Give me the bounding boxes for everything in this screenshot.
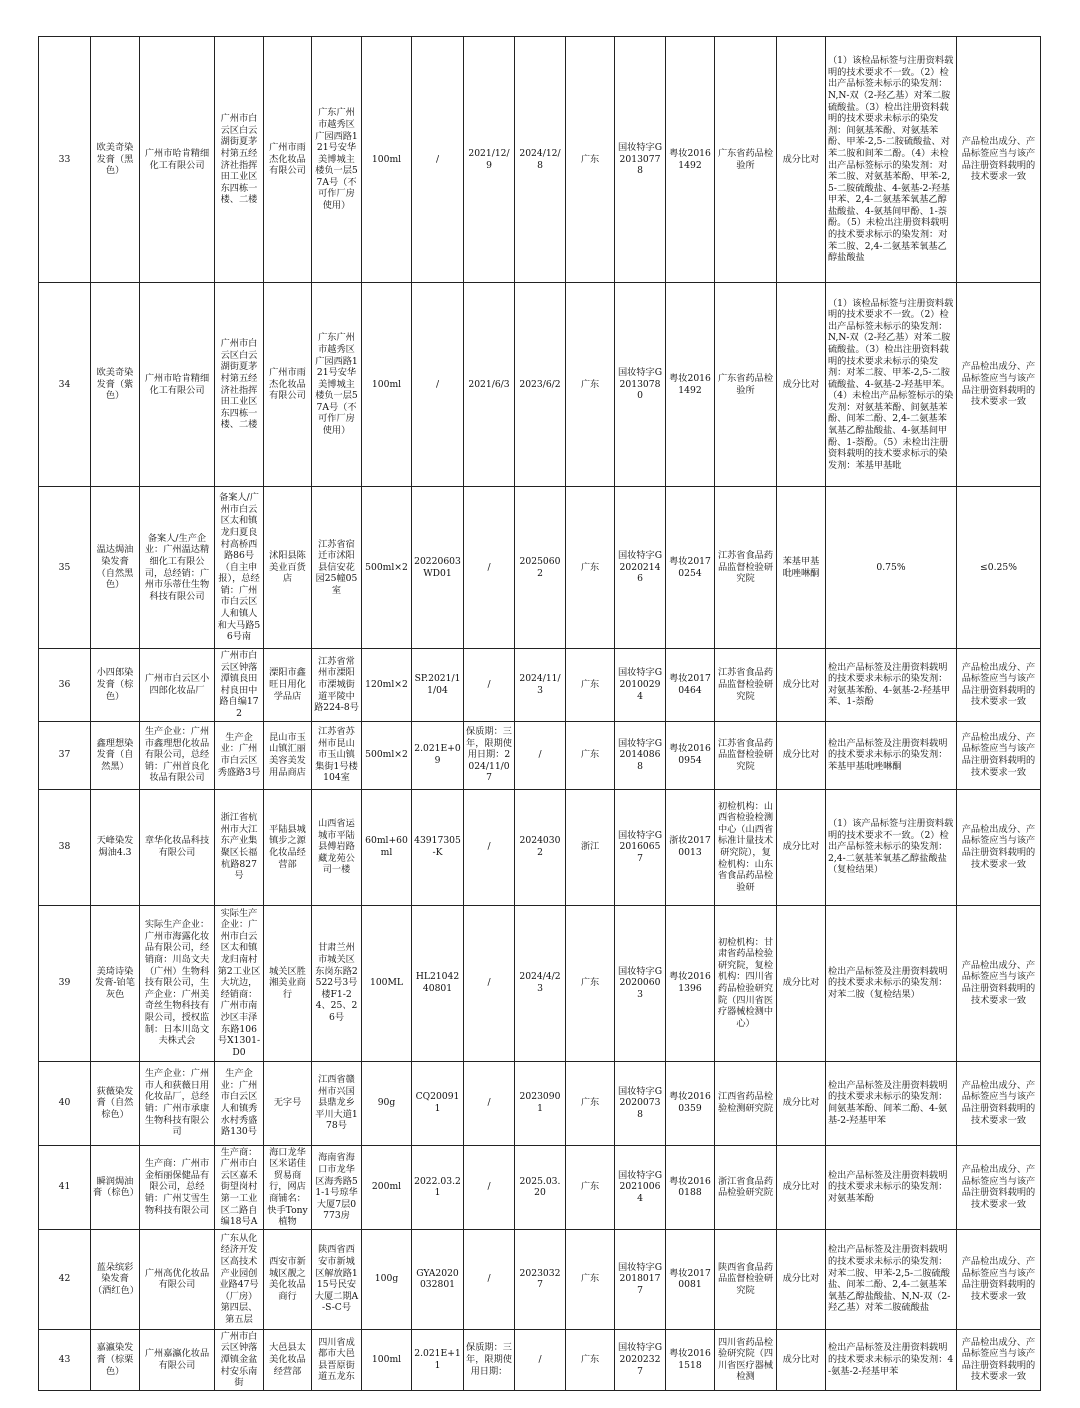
production-license: 粤妆20170254	[666, 487, 715, 649]
expiry-date: 20240302	[515, 789, 566, 905]
production-license: 粤妆20170081	[666, 1229, 715, 1329]
origin-province: 广东	[566, 1229, 615, 1329]
inspection-agency: 广东省药品检验所	[715, 37, 777, 283]
product-name: 蓝朵缤彩染发膏（酒红色）	[91, 1229, 140, 1329]
inspection-result: （1）该产品标签与注册资料载明的技术要求不一致。（2）检出产品标签未标示的染发剂：2,4-二氨基苯氧基乙醇盐酸盐（复检结果）	[826, 789, 957, 905]
inspection-result: 检出产品标签及注册资料载明的技术要求未标示的染发剂：对氨基苯酚、4-氨基-2-羟基甲苯、1-萘酚	[826, 649, 957, 722]
standard-requirement: ≤0.25%	[957, 487, 1041, 649]
approval-number: 国妆特字G20202146	[615, 487, 666, 649]
registrant-name: 备案人/生产企业：广州温达精细化工有限公司，总经销：广州市乐蒂仕生物科技有限公司	[140, 487, 215, 649]
seller-name: 广州市雨杰化妆品有限公司	[264, 37, 312, 283]
expiry-date: 2024/4/23	[515, 905, 566, 1061]
production-license: 粤妆20161492	[666, 37, 715, 283]
product-name: 小四郎染发膏（棕色）	[91, 649, 140, 722]
inspection-item: 成分比对	[777, 789, 826, 905]
batch-number: HL2104240801	[412, 905, 464, 1061]
registrant-name: 广州市哈肯精细化工有限公司	[140, 283, 215, 487]
batch-number: /	[412, 283, 464, 487]
seller-name: 无字号	[264, 1061, 312, 1145]
batch-number: 2.021E+09	[412, 721, 464, 789]
seller-name: 城关区胜湘美业商行	[264, 905, 312, 1061]
inspection-agency: 广东省药品检验所	[715, 283, 777, 487]
inspection-item: 成分比对	[777, 37, 826, 283]
inspection-agency: 浙江省食品药品检验研究院	[715, 1145, 777, 1229]
seller-address: 江西省赣州市兴国县鼎龙乡平川大道178号	[312, 1061, 362, 1145]
product-name: 欧美奇染发膏（紫色）	[91, 283, 140, 487]
product-name: 欧美奇染发膏（黑色）	[91, 37, 140, 283]
table-row	[39, 487, 1041, 649]
inspection-result: 0.75%	[826, 487, 957, 649]
table-row	[39, 1229, 1041, 1329]
specification: 100ML	[362, 905, 412, 1061]
origin-province: 广东	[566, 283, 615, 487]
approval-number: 国妆特字G20202327	[615, 1329, 666, 1390]
specification: 100ml	[362, 37, 412, 283]
row-number: 33	[39, 37, 91, 283]
inspection-item: 成分比对	[777, 1145, 826, 1229]
batch-number: CQ200911	[412, 1061, 464, 1145]
approval-number: 国妆特字G20130778	[615, 37, 666, 283]
expiry-date: 20230327	[515, 1229, 566, 1329]
registrant-address: 浙江省杭州市大江东产业集聚区长福杭路827号	[215, 789, 264, 905]
standard-requirement: 产品检出成分、产品标签应当与该产品注册资料载明的技术要求一致	[957, 37, 1041, 283]
registrant-name: 章华化妆品科技有限公司	[140, 789, 215, 905]
row-number: 43	[39, 1329, 91, 1390]
expiry-date: 2023/6/2	[515, 283, 566, 487]
expiry-date: /	[515, 1329, 566, 1390]
approval-number: 国妆特字G20100294	[615, 649, 666, 722]
results-table-body	[39, 37, 1041, 1391]
standard-requirement: 产品检出成分、产品标签应当与该产品注册资料载明的技术要求一致	[957, 721, 1041, 789]
seller-address: 甘肃兰州市城关区东岗东路2522号3号楼F1-24、25、26号	[312, 905, 362, 1061]
product-name: 荻薇染发膏（自然棕色）	[91, 1061, 140, 1145]
seller-name: 沭阳县陈美业百货店	[264, 487, 312, 649]
specification: 100ml	[362, 283, 412, 487]
row-number: 40	[39, 1061, 91, 1145]
registrant-address: 生产商：广州市白云区嘉禾街望岗村第一工业区二路自编18号A	[215, 1145, 264, 1229]
origin-province: 广东	[566, 37, 615, 283]
row-number: 37	[39, 721, 91, 789]
seller-address: 江苏省苏州市昆山市玉山镇集街1号楼104室	[312, 721, 362, 789]
expiry-date: /	[515, 721, 566, 789]
seller-address: 四川省成都市大邑县晋原街道五龙东	[312, 1329, 362, 1390]
registrant-name: 生产商：广州市金栢丽保健品有限公司，总经销：广州艾雪生物科技有限公司	[140, 1145, 215, 1229]
production-license: 粤妆20160954	[666, 721, 715, 789]
production-date: /	[464, 649, 515, 722]
row-number: 35	[39, 487, 91, 649]
production-license: 粤妆20160359	[666, 1061, 715, 1145]
inspection-item: 成分比对	[777, 905, 826, 1061]
specification: 100g	[362, 1229, 412, 1329]
inspection-item: 成分比对	[777, 283, 826, 487]
product-name: 嘉瀛染发膏（棕栗色）	[91, 1329, 140, 1390]
standard-requirement: 产品检出成分、产品标签应当与该产品注册资料载明的技术要求一致	[957, 1229, 1041, 1329]
product-name: 温达焗油染发膏（自然黑色）	[91, 487, 140, 649]
approval-number: 国妆特字G20160657	[615, 789, 666, 905]
row-number: 34	[39, 283, 91, 487]
seller-name: 海口龙华区米诺佳贸易商行，网店商铺名：快手Tony植物	[264, 1145, 312, 1229]
registrant-address: 生产企业：广州市白云区人和镇秀水村秀盛路130号	[215, 1061, 264, 1145]
specification: 120ml×2	[362, 649, 412, 722]
seller-address: 江苏省常州市溧阳市溧城街道平陵中路224-8号	[312, 649, 362, 722]
specification: 100ml	[362, 1329, 412, 1390]
production-date: 2021/6/3	[464, 283, 515, 487]
standard-requirement: 产品检出成分、产品标签应当与该产品注册资料载明的技术要求一致	[957, 789, 1041, 905]
standard-requirement: 产品检出成分、产品标签应当与该产品注册资料载明的技术要求一致	[957, 1145, 1041, 1229]
row-number: 38	[39, 789, 91, 905]
batch-number: 2.021E+11	[412, 1329, 464, 1390]
table-row	[39, 905, 1041, 1061]
inspection-item: 成分比对	[777, 1061, 826, 1145]
seller-name: 广州市雨杰化妆品有限公司	[264, 283, 312, 487]
row-number: 42	[39, 1229, 91, 1329]
production-date: /	[464, 789, 515, 905]
production-license: 粤妆20170464	[666, 649, 715, 722]
production-date: /	[464, 905, 515, 1061]
seller-address: 山西省运城市平陆县傅岩路藏龙苑公司一楼	[312, 789, 362, 905]
inspection-result: 检出产品标签及注册资料载明的技术要求未标示的染发剂：对苯二胺、甲苯-2,5-二胺硫酸盐、间苯二酚、2,4-二氨基苯氧基乙醇盐酸盐、N,N-双（2-羟乙基）对苯二胺硫酸盐	[826, 1229, 957, 1329]
batch-number: SP.2021/11/04	[412, 649, 464, 722]
table-row	[39, 649, 1041, 722]
seller-name: 西安市新城区靓之美化妆品商行	[264, 1229, 312, 1329]
seller-name: 大邑县太美化妆品经营部	[264, 1329, 312, 1390]
specification: 60ml+60ml	[362, 789, 412, 905]
inspection-item: 成分比对	[777, 1229, 826, 1329]
inspection-result: 检出产品标签及注册资料载明的技术要求未标示的染发剂：间氨基苯酚、间苯二酚、4-氨基-2-羟基甲苯	[826, 1061, 957, 1145]
seller-name: 平陆县城镇步之源化妆品经营部	[264, 789, 312, 905]
inspection-agency: 初检机构：山西省检验检测中心（山西省标准计量技术研究院），复检机构：山东省食品药品检验研	[715, 789, 777, 905]
seller-address: 陕西省西安市新城区解放路115号民安大厦二期A-S-C号	[312, 1229, 362, 1329]
specification: 500ml×2	[362, 721, 412, 789]
inspection-result: 检出产品标签及注册资料载明的技术要求未标示的染发剂：4-氨基-2-羟基甲苯	[826, 1329, 957, 1390]
expiry-date: 2025.03.20	[515, 1145, 566, 1229]
registrant-name: 广州市哈肯精细化工有限公司	[140, 37, 215, 283]
inspection-agency: 初检机构：甘肃省药品检验研究院，复检机构：四川省药品检验研究院（四川省医疗器械检测中心）	[715, 905, 777, 1061]
registrant-address: 广州市白云区钟落潭镇金盆村安乐南街	[215, 1329, 264, 1390]
registrant-address: 生产企业：广州市白云区秀盛路3号	[215, 721, 264, 789]
approval-number: 国妆特字G20200603	[615, 905, 666, 1061]
seller-address: 广东广州市越秀区广园西路121号安华美博城主楼负一层57A号（不可作厂房使用）	[312, 37, 362, 283]
seller-name: 溧阳市鑫旺日用化学品店	[264, 649, 312, 722]
table-row	[39, 37, 1041, 283]
seller-name: 昆山市玉山镇汇丽美容美发用品商店	[264, 721, 312, 789]
production-date: 保质期：三年，限期使用日期：	[464, 1329, 515, 1390]
inspection-result: （1）该检品标签与注册资料载明的技术要求不一致。（2）检出产品标签未标示的染发剂：N,N-双（2-羟乙基）对苯二胺硫酸盐。（3）检出注册资料载明的技术要求未标示的染发剂：间氨基苯酚、对氨基苯酚、甲苯-2,5-二胺硫酸盐、对苯二胺和间苯二酚。（4）未检出产品标签标示的染发剂：对苯二胺、对氨基苯酚、甲苯-2,5-二胺硫酸盐、4-氨基-2-羟基甲苯、2,4-二氨基苯氧基乙醇盐酸盐、4-氨基间甲酚、1-萘酚。（5）未检出注册资料载明的技术要求标示的染发剂：对苯二胺、2,4-二氨基苯氧基乙醇盐酸盐	[826, 37, 957, 283]
seller-address: 海南省海口市龙华区海秀路51-1号琼华大厦7层0773房	[312, 1145, 362, 1229]
production-date: /	[464, 487, 515, 649]
inspection-item: 苯基甲基吡唑啉酮	[777, 487, 826, 649]
inspection-agency: 四川省药品检验研究院（四川省医疗器械检测	[715, 1329, 777, 1390]
inspection-result: （1）该检品标签与注册资料载明的技术要求不一致。（2）检出产品标签未标示的染发剂：N,N-双（2-羟乙基）对苯二胺硫酸盐。（3）检出注册资料载明的技术要求未标示的染发剂：对苯二胺、甲苯-2,5-二胺硫酸盐、4-氨基-2-羟基甲苯。（4）未检出产品标签标示的染发剂：对氨基苯酚、间氨基苯酚、间苯二酚、2,4-二氨基苯氧基乙醇盐酸盐、4-氨基间甲酚、1-萘酚。（5）未检出注册资料载明的技术要求标示的染发剂：苯基甲基吡	[826, 283, 957, 487]
inspection-agency: 江苏省食品药品监督检验研究院	[715, 649, 777, 722]
batch-number: GYA2020032801	[412, 1229, 464, 1329]
approval-number: 国妆特字G20140868	[615, 721, 666, 789]
origin-province: 广东	[566, 721, 615, 789]
production-date: 保质期：三年，限期使用日期：2024/11/07	[464, 721, 515, 789]
batch-number: 43917305-K	[412, 789, 464, 905]
approval-number: 国妆特字G20180177	[615, 1229, 666, 1329]
specification: 200ml	[362, 1145, 412, 1229]
standard-requirement: 产品检出成分、产品标签应当与该产品注册资料载明的技术要求一致	[957, 283, 1041, 487]
table-row	[39, 283, 1041, 487]
production-license: 粤妆20161518	[666, 1329, 715, 1390]
row-number: 36	[39, 649, 91, 722]
origin-province: 广东	[566, 649, 615, 722]
seller-address: 江苏省宿迁市沭阳县信安花园25幢05室	[312, 487, 362, 649]
origin-province: 广东	[566, 1329, 615, 1390]
table-row	[39, 1145, 1041, 1229]
standard-requirement: 产品检出成分、产品标签应当与该产品注册资料载明的技术要求一致	[957, 649, 1041, 722]
origin-province: 浙江	[566, 789, 615, 905]
product-name: 美琦诗染发膏-铂笔灰色	[91, 905, 140, 1061]
inspection-agency: 陕西省食品药品监督检验研究院	[715, 1229, 777, 1329]
expiry-date: 20230901	[515, 1061, 566, 1145]
approval-number: 国妆特字G20210064	[615, 1145, 666, 1229]
table-row	[39, 1061, 1041, 1145]
standard-requirement: 产品检出成分、产品标签应当与该产品注册资料载明的技术要求一致	[957, 1061, 1041, 1145]
table-row	[39, 721, 1041, 789]
production-license: 粤妆20160188	[666, 1145, 715, 1229]
registrant-name: 广州嘉瀛化妆品有限公司	[140, 1329, 215, 1390]
approval-number: 国妆特字G20130780	[615, 283, 666, 487]
expiry-date: 2024/12/8	[515, 37, 566, 283]
production-date: /	[464, 1061, 515, 1145]
specification: 90g	[362, 1061, 412, 1145]
inspection-item: 成分比对	[777, 721, 826, 789]
registrant-name: 实际生产企业：广州市海露化妆品有限公司，经销商：川岛文夫（广州）生物科技有限公司，生产企业：广州美奇丝生物科技有限公司，授权监制：日本川岛文夫株式会	[140, 905, 215, 1061]
table-row	[39, 1329, 1041, 1390]
production-license: 浙妆20170013	[666, 789, 715, 905]
product-name: 鑫理想染发膏（自然黑）	[91, 721, 140, 789]
registrant-name: 生产企业：广州市鑫理想化妆品有限公司，总经销：广州首良化妆品有限公司	[140, 721, 215, 789]
row-number: 41	[39, 1145, 91, 1229]
origin-province: 广东	[566, 905, 615, 1061]
inspection-result: 检出产品标签及注册资料载明的技术要求未标示的染发剂：对氨基苯酚	[826, 1145, 957, 1229]
registrant-address: 备案人/广州市白云区太和镇龙归夏良村高桥西路86号（自主申报），总经销：广州市白云区人和镇人和大马路56号南	[215, 487, 264, 649]
inspection-agency: 江苏省食品药品监督检验研究院	[715, 487, 777, 649]
origin-province: 广东	[566, 487, 615, 649]
production-license: 粤妆20161492	[666, 283, 715, 487]
table-row	[39, 789, 1041, 905]
registrant-address: 实际生产企业：广州市白云区太和镇龙归南村第2工业区大坑边，经销商：广州市南沙区丰泽东路106号X1301-D0	[215, 905, 264, 1061]
approval-number: 国妆特字G20200738	[615, 1061, 666, 1145]
row-number: 39	[39, 905, 91, 1061]
inspection-result: 检出产品标签及注册资料载明的技术要求未标示的染发剂：苯基甲基吡唑啉酮	[826, 721, 957, 789]
results-table	[38, 36, 1041, 1391]
inspection-result: 检出产品标签及注册资料载明的技术要求未标示的染发剂：对苯二胺（复检结果）	[826, 905, 957, 1061]
inspection-results-sheet	[38, 36, 1040, 1391]
product-name: 瞬润焗油膏（棕色）	[91, 1145, 140, 1229]
registrant-address: 广东从化经济开发区高技术产业园创业路47号（厂房）第四层、第五层	[215, 1229, 264, 1329]
batch-number: 2022.03.21	[412, 1145, 464, 1229]
registrant-name: 广州高优化妆品有限公司	[140, 1229, 215, 1329]
inspection-agency: 江西省药品检验检测研究院	[715, 1061, 777, 1145]
seller-address: 广东广州市越秀区广园西路121号安华美博城主楼负一层57A号（不可作厂房使用）	[312, 283, 362, 487]
registrant-address: 广州市白云区白云湖街夏茅村第五经济社指挥田工业区东四栋一楼、二楼	[215, 37, 264, 283]
standard-requirement: 产品检出成分、产品标签应当与该产品注册资料载明的技术要求一致	[957, 1329, 1041, 1390]
expiry-date: 20250602	[515, 487, 566, 649]
origin-province: 广东	[566, 1061, 615, 1145]
product-name: 天峰染发焗油4.3	[91, 789, 140, 905]
expiry-date: 2024/11/3	[515, 649, 566, 722]
inspection-agency: 江苏省食品药品监督检验研究院	[715, 721, 777, 789]
specification: 500ml×2	[362, 487, 412, 649]
batch-number: /	[412, 37, 464, 283]
production-date: /	[464, 1229, 515, 1329]
inspection-item: 成分比对	[777, 649, 826, 722]
registrant-address: 广州市白云区钟落潭镇良田村良田中路自编172	[215, 649, 264, 722]
batch-number: 20220603WD01	[412, 487, 464, 649]
registrant-name: 生产企业：广州市人和荻薇日用化妆品厂，总经销：广州市承康生物科技有限公司	[140, 1061, 215, 1145]
standard-requirement: 产品检出成分、产品标签应当与该产品注册资料载明的技术要求一致	[957, 905, 1041, 1061]
production-license: 粤妆20161396	[666, 905, 715, 1061]
registrant-name: 广州市白云区小四郎化妆品厂	[140, 649, 215, 722]
origin-province: 广东	[566, 1145, 615, 1229]
production-date: /	[464, 1145, 515, 1229]
registrant-address: 广州市白云区白云湖街夏茅村第五经济社指挥田工业区东四栋一楼、二楼	[215, 283, 264, 487]
production-date: 2021/12/9	[464, 37, 515, 283]
inspection-item: 成分比对	[777, 1329, 826, 1390]
